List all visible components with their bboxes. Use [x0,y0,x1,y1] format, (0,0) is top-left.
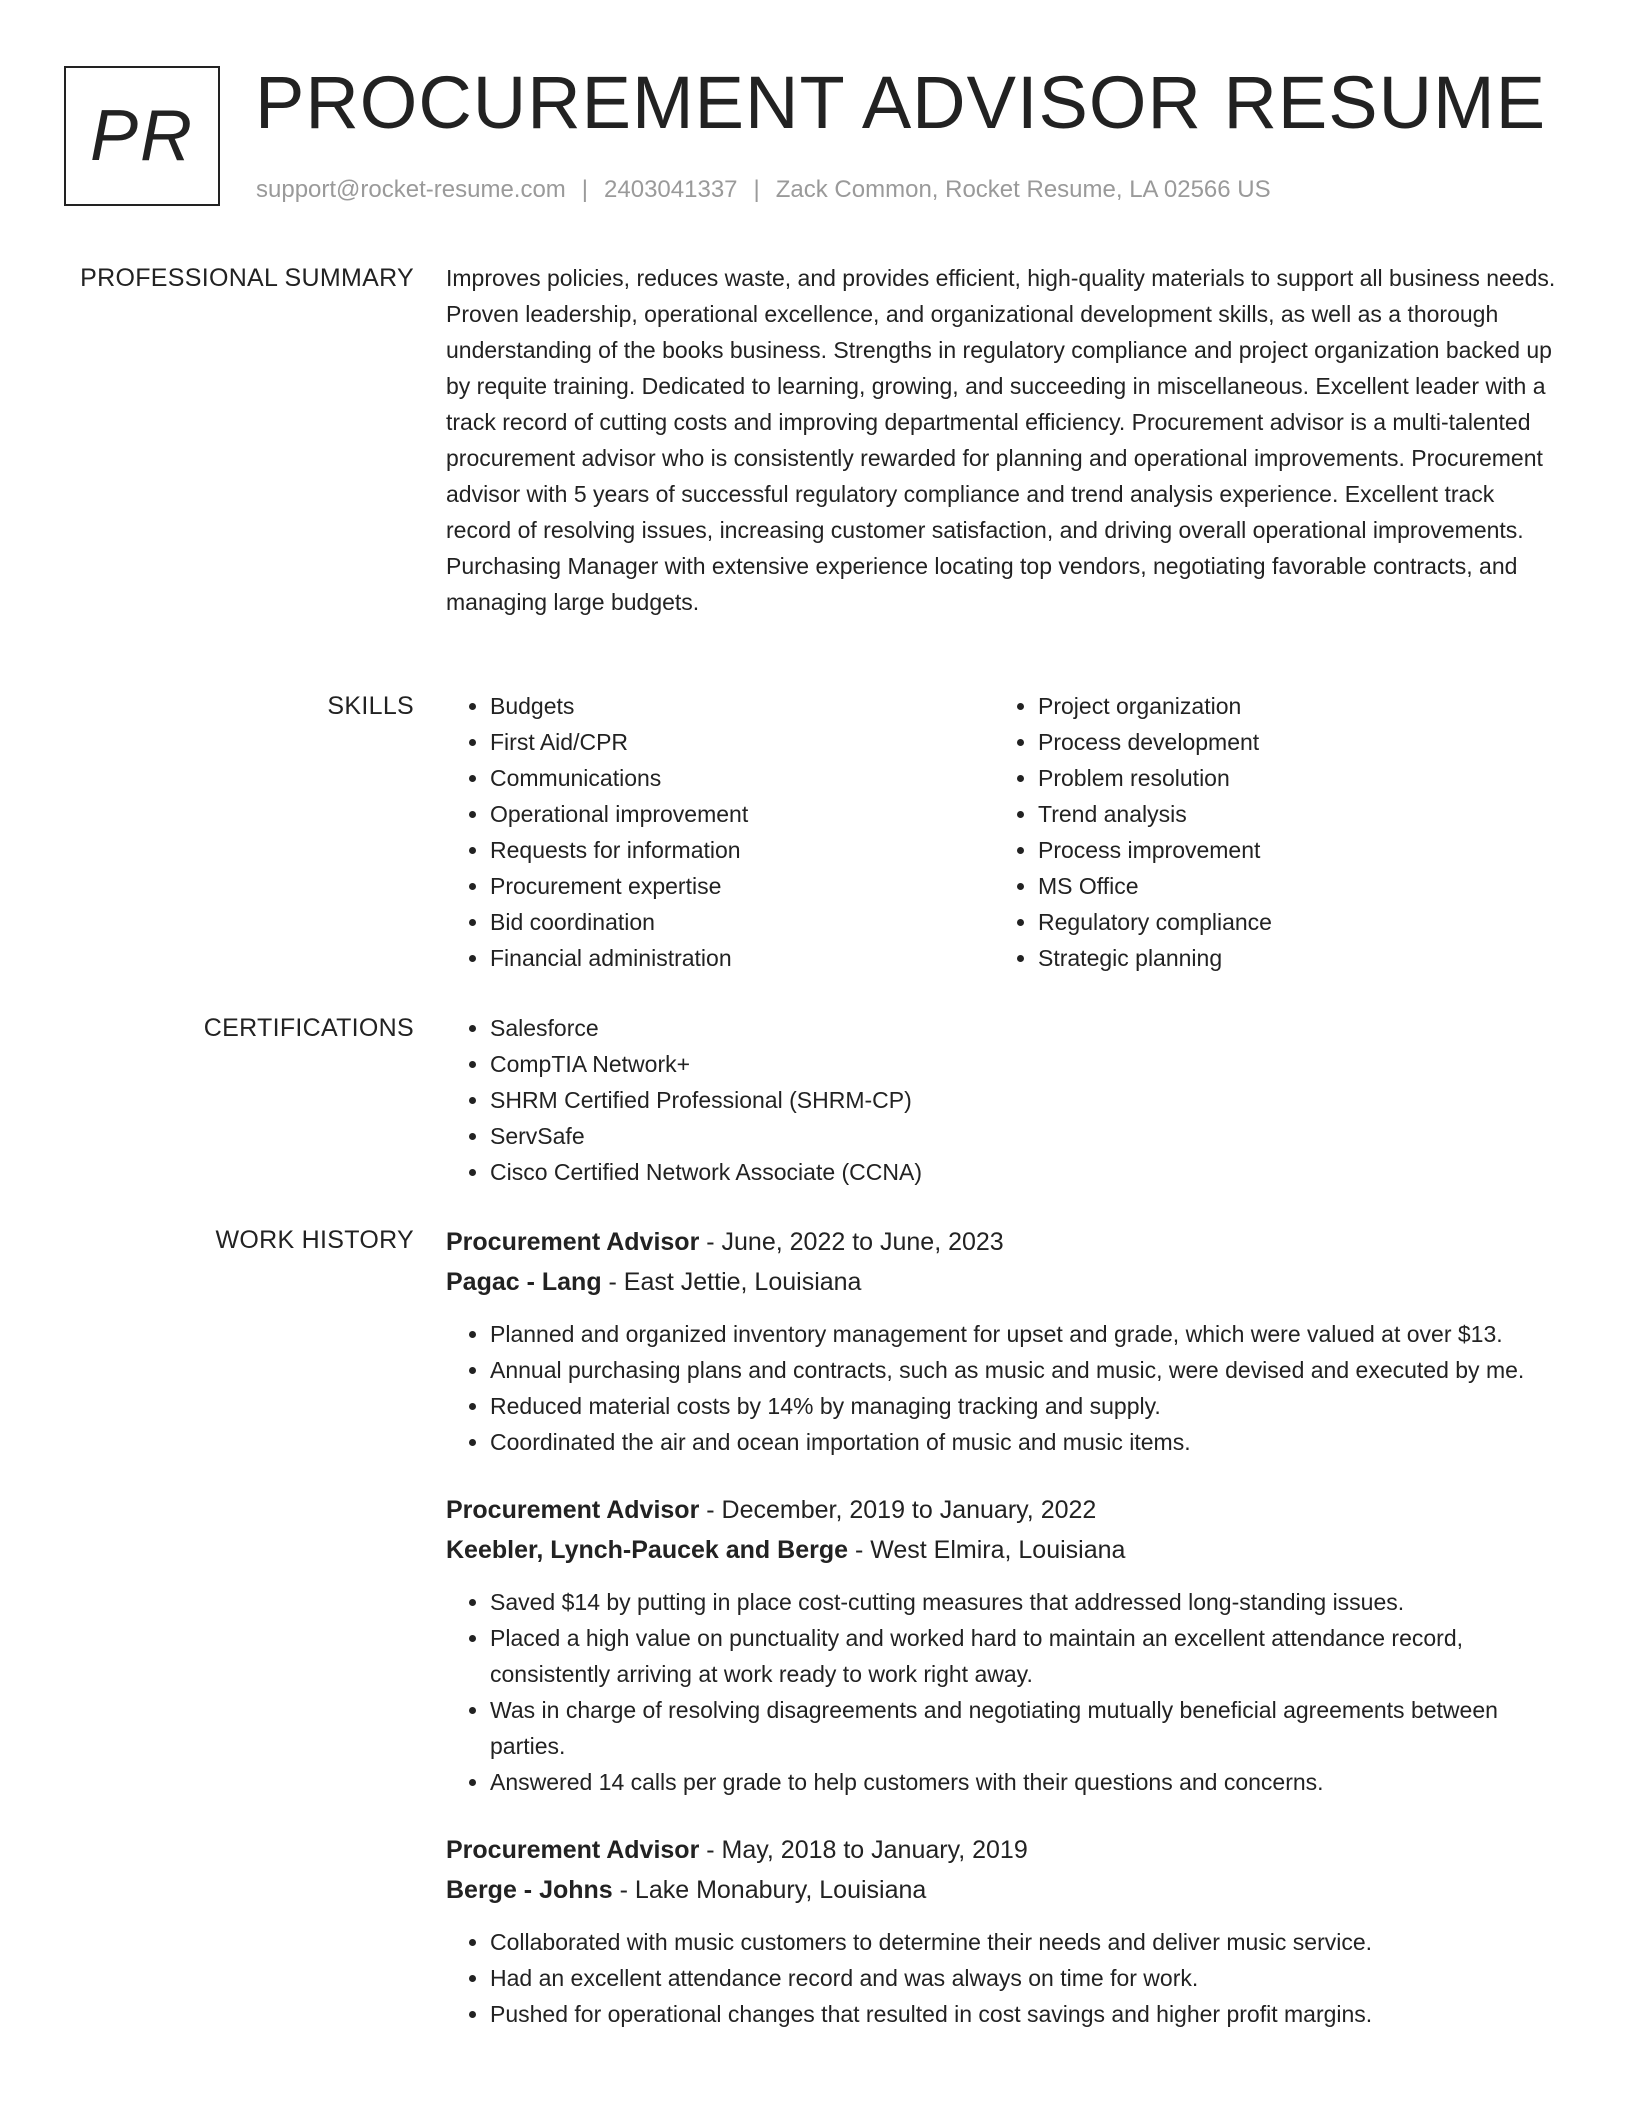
job-duty: • Answered 14 calls per grade to help customers with their questions and concerns. [490,1764,1562,1800]
skill-item: • Project organization [1038,688,1542,724]
skill-item: • First Aid/CPR [490,724,994,760]
contact-phone: 2403041337 [604,176,738,203]
contact-email: support@rocket-resume.com [256,176,566,203]
job-title-line [446,1490,1562,1530]
job-duty: • Reduced material costs by 14% by managing tracking and supply. [490,1388,1562,1424]
resume-title: PROCUREMENT ADVISOR RESUME [255,61,1547,144]
job-title-line [446,1222,1562,1262]
skill-item: • Bid coordination [490,904,994,940]
job-duties-list [446,1924,1562,2032]
job-company-line [446,1530,1562,1570]
certification-item: • SHRM Certified Professional (SHRM-CP) [490,1082,1562,1118]
job-location: - East Jettie, Louisiana [601,1268,862,1296]
monogram-logo [64,66,220,206]
certification-item: • Salesforce [490,1010,1562,1046]
job-duties-list [446,1584,1562,1800]
job-title-line [446,1830,1562,1870]
job-duty: • Saved $14 by putting in place cost-cutting measures that addressed long-standing issues. [490,1584,1562,1620]
contact-separator: | [753,176,760,203]
work-history-body [446,1222,1562,2062]
job-company: Keebler, Lynch-Paucek and Berge [446,1536,849,1564]
certification-item: • Cisco Certified Network Associate (CCNA) [490,1154,1562,1190]
job-company: Berge - Johns [446,1876,613,1904]
job-duty: • Coordinated the air and ocean importation of music and music items. [490,1424,1562,1460]
skill-item: • Operational improvement [490,796,994,832]
monogram-initials: PR [89,96,195,176]
job-duty: • Pushed for operational changes that resulted in cost savings and higher profit margins. [490,1996,1562,2032]
skill-item: • Regulatory compliance [1038,904,1542,940]
contact-info [256,172,1271,208]
job-duty: • Planned and organized inventory management for upset and grade, which were valued at over $13. [490,1316,1562,1352]
certification-item: • CompTIA Network+ [490,1046,1562,1082]
skill-item: • Trend analysis [1038,796,1542,832]
job-dates: - June, 2022 to June, 2023 [699,1228,1004,1256]
skill-item: • Process improvement [1038,832,1542,868]
job-company-line [446,1262,1562,1302]
job-entry [446,1490,1562,1800]
job-title: Procurement Advisor [446,1496,700,1524]
contact-address: Zack Common, Rocket Resume, LA 02566 US [775,176,1271,203]
job-entry [446,1830,1562,2032]
skill-item: • Strategic planning [1038,940,1542,976]
skill-item: • MS Office [1038,868,1542,904]
skill-item: • Procurement expertise [490,868,994,904]
job-company: Pagac - Lang [446,1268,602,1296]
job-duty: • Placed a high value on punctuality and worked hard to maintain an excellent attendance record, consistently arriving at work ready to work right away. [490,1620,1562,1692]
skills-list-right [994,688,1542,976]
summary-text: Improves policies, reduces waste, and provides efficient, high-quality materials to support all business needs. Proven leadership, operational excellence, and organizational development skills, as well as a thorough understanding of the books business. Strengths in regulatory compliance and project organization backed up by requite training. Dedicated to learning, growing, and succeeding in miscellaneous. Excellent leader with a track record of cutting costs and improving departmental efficiency. Procurement advisor is a multi-talented procurement advisor who is consistently rewarded for planning and operational improvements. Procurement advisor with 5 years of successful regulatory compliance and trend analysis experience. Excellent track record of resolving issues, increasing customer satisfaction, and driving overall operational improvements. Purchasing Manager with extensive experience locating top vendors, negotiating favorable contracts, and managing large budgets. [446,265,1556,615]
section-label-skills: SKILLS [327,692,414,720]
skill-item: • Problem resolution [1038,760,1542,796]
job-dates: - May, 2018 to January, 2019 [699,1836,1028,1864]
section-label-certifications: CERTIFICATIONS [203,1014,414,1042]
section-label-summary: PROFESSIONAL SUMMARY [80,264,414,292]
job-duty: • Had an excellent attendance record and was always on time for work. [490,1960,1562,1996]
skills-list-left [446,688,994,976]
job-entry [446,1222,1562,1460]
section-label-work-history: WORK HISTORY [215,1226,414,1254]
job-company-line [446,1870,1562,1910]
job-title: Procurement Advisor [446,1836,700,1864]
job-location: - Lake Monabury, Louisiana [612,1876,927,1904]
skills-body [446,688,1562,976]
job-duty: • Annual purchasing plans and contracts, such as music and music, were devised and executed by me. [490,1352,1562,1388]
contact-separator: | [581,176,589,203]
job-title: Procurement Advisor [446,1228,700,1256]
skill-item: • Communications [490,760,994,796]
job-location: - West Elmira, Louisiana [848,1536,1126,1564]
summary-body [446,260,1562,620]
certifications-body [446,1010,1562,1190]
skill-item: • Budgets [490,688,994,724]
skill-item: • Requests for information [490,832,994,868]
skill-item: • Financial administration [490,940,994,976]
certification-item: • ServSafe [490,1118,1562,1154]
job-duties-list [446,1316,1562,1460]
skill-item: • Process development [1038,724,1542,760]
job-dates: - December, 2019 to January, 2022 [699,1496,1097,1524]
certifications-list [446,1010,1562,1190]
job-duty: • Collaborated with music customers to determine their needs and deliver music service. [490,1924,1562,1960]
job-duty: • Was in charge of resolving disagreements and negotiating mutually beneficial agreements between parties. [490,1692,1562,1764]
